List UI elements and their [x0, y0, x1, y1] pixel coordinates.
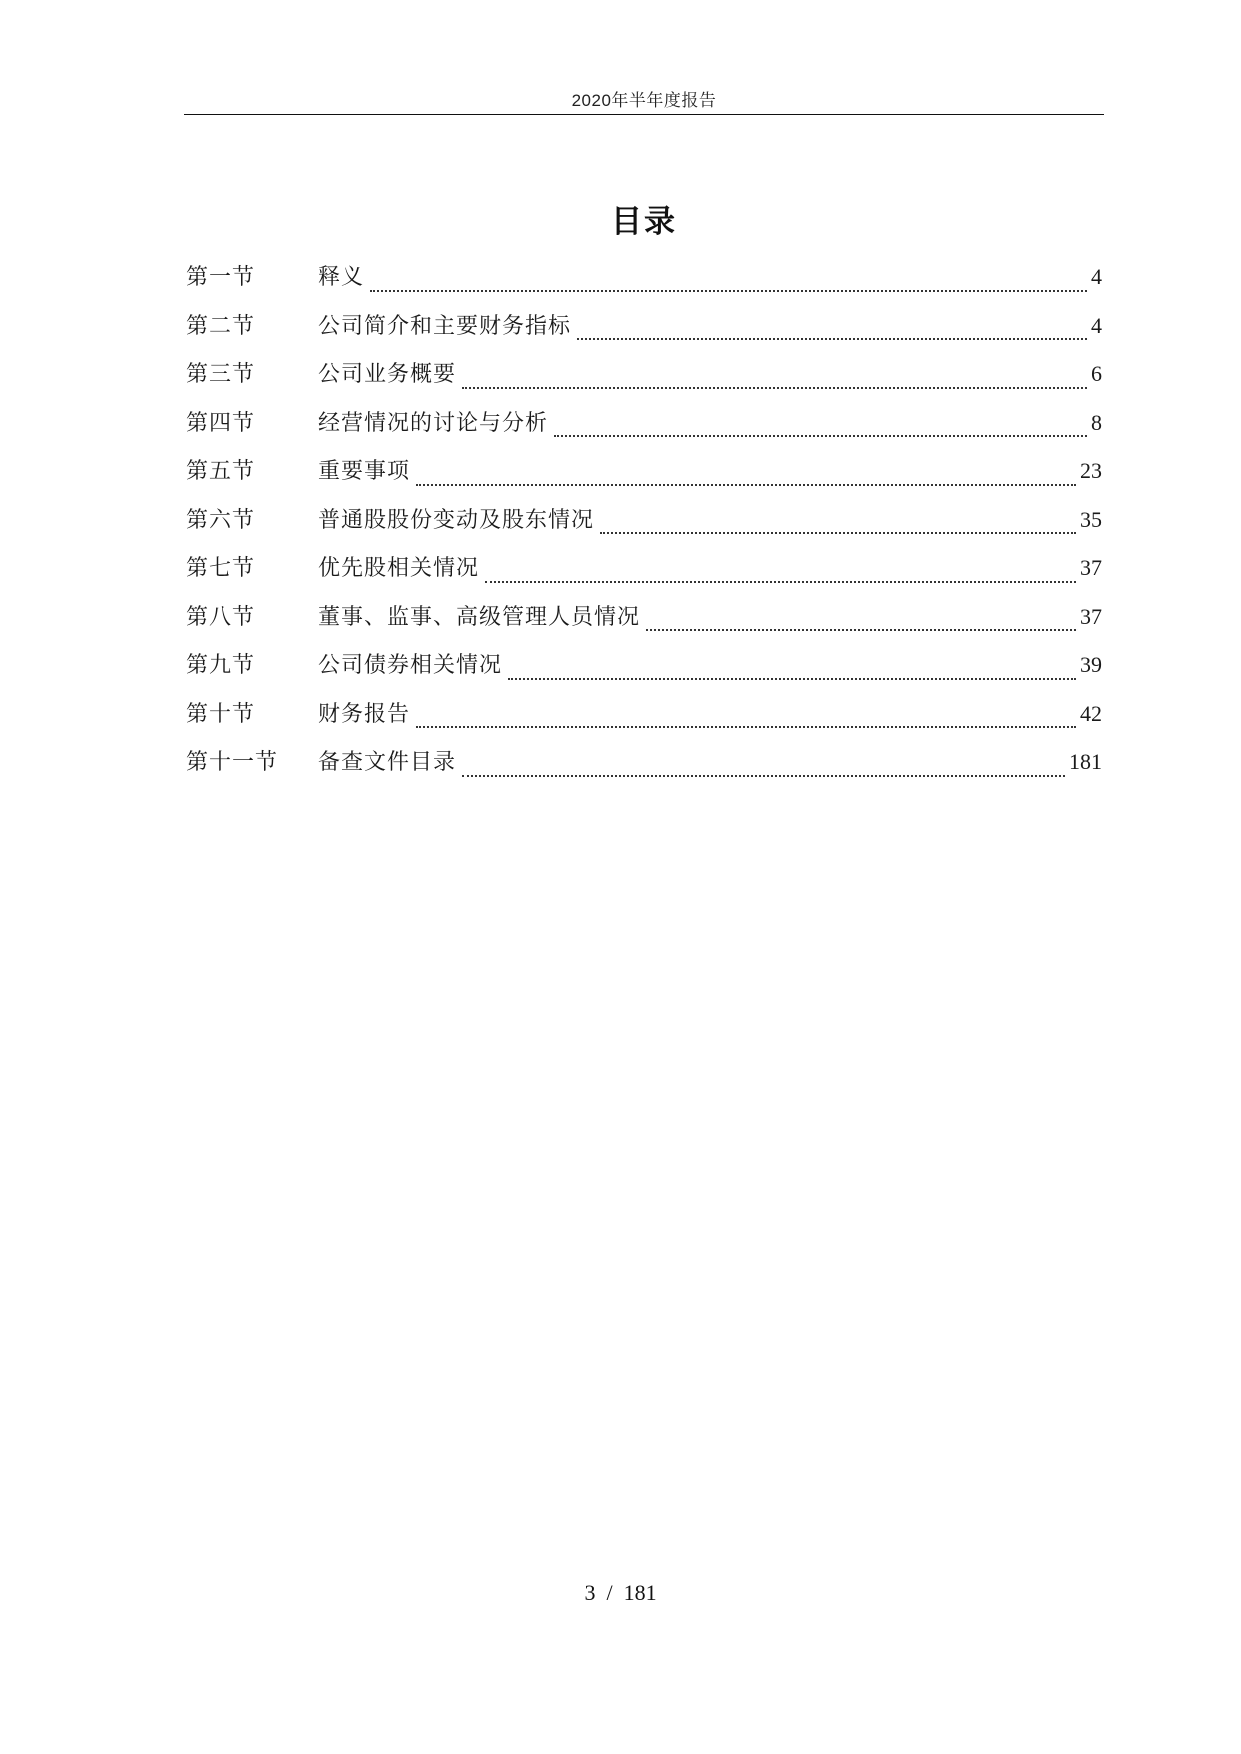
toc-section-title[interactable]: 董事、监事、高级管理人员情况 [318, 604, 641, 630]
toc-section-number: 第一节 [186, 265, 256, 290]
toc-entry[interactable] [186, 309, 1102, 358]
toc-entry[interactable] [186, 551, 1102, 600]
toc-page-number[interactable]: 8 [1091, 409, 1102, 435]
toc-page-number[interactable]: 35 [1080, 506, 1102, 532]
toc-section-title[interactable]: 公司业务概要 [318, 362, 457, 387]
toc-page-number[interactable]: 4 [1091, 264, 1102, 289]
dot-leader [646, 629, 1076, 631]
toc-entry[interactable] [186, 357, 1102, 406]
toc-entry[interactable] [186, 406, 1102, 455]
dot-leader [462, 387, 1087, 389]
toc-page-number[interactable]: 37 [1080, 555, 1102, 580]
toc-section-title[interactable]: 公司简介和主要财务指标 [318, 313, 572, 339]
toc-page-number[interactable]: 37 [1080, 603, 1102, 629]
toc-section-title[interactable]: 经营情况的讨论与分析 [318, 410, 549, 436]
toc-section-number: 第四节 [186, 410, 256, 436]
toc-section-number: 第八节 [186, 604, 256, 630]
toc-entry[interactable] [186, 745, 1102, 794]
dot-leader [485, 581, 1076, 583]
toc-page-number[interactable]: 181 [1069, 749, 1102, 774]
toc-entry[interactable] [186, 697, 1102, 746]
toc-section-number: 第七节 [186, 556, 256, 581]
total-page-count: 181 [623, 1580, 657, 1605]
toc-title: 目录 [611, 204, 677, 240]
page-footer [0, 1580, 1241, 1606]
dot-leader [416, 484, 1076, 486]
dot-leader [416, 726, 1076, 728]
dot-leader [554, 435, 1087, 437]
toc-page-number[interactable]: 6 [1091, 361, 1102, 386]
current-page-number: 3 [584, 1580, 596, 1605]
toc-entry[interactable] [186, 260, 1102, 309]
toc-entry[interactable] [186, 503, 1102, 552]
header-rule [184, 114, 1104, 115]
dot-leader [508, 678, 1076, 680]
toc-section-title[interactable]: 重要事项 [318, 459, 411, 484]
dot-leader [577, 338, 1087, 340]
toc-page-number[interactable]: 23 [1080, 458, 1102, 483]
dot-leader [600, 532, 1076, 534]
toc-page-number[interactable]: 4 [1091, 312, 1102, 338]
toc-page-number[interactable]: 39 [1080, 652, 1102, 677]
toc-section-number: 第十节 [186, 701, 256, 727]
toc-entry[interactable] [186, 600, 1102, 649]
toc-section-title[interactable]: 公司债券相关情况 [318, 653, 503, 678]
toc-section-title[interactable]: 释义 [318, 265, 365, 290]
toc-entry[interactable] [186, 454, 1102, 503]
toc-section-number: 第三节 [186, 362, 256, 387]
toc-entry[interactable] [186, 648, 1102, 697]
toc-section-number: 第二节 [186, 313, 256, 339]
toc-section-number: 第六节 [186, 507, 256, 533]
page-separator: / [606, 1580, 613, 1605]
toc-list [186, 260, 1102, 794]
toc-page-number[interactable]: 42 [1080, 700, 1102, 726]
toc-section-title[interactable]: 备查文件目录 [318, 750, 457, 775]
toc-section-number: 第五节 [186, 459, 256, 484]
toc-section-number: 第十一节 [186, 750, 279, 775]
dot-leader [370, 290, 1087, 292]
running-header: 2020年半年度报告 [571, 91, 717, 110]
toc-section-number: 第九节 [186, 653, 256, 678]
toc-section-title[interactable]: 普通股股份变动及股东情况 [318, 507, 595, 533]
dot-leader [462, 775, 1065, 777]
toc-section-title[interactable]: 优先股相关情况 [318, 556, 480, 581]
toc-section-title[interactable]: 财务报告 [318, 701, 411, 727]
